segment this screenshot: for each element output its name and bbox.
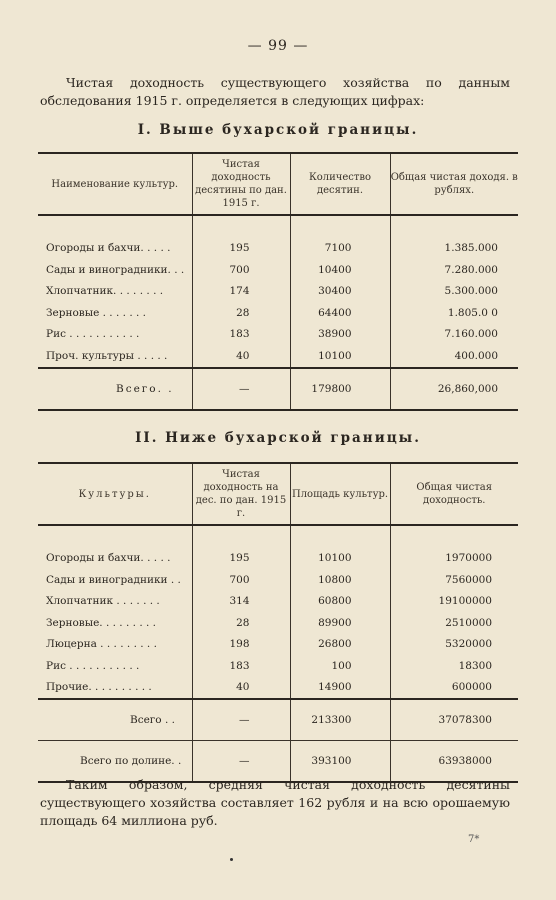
total-label: Всего. . — [38, 368, 192, 410]
section1-header-area: Количество десятин. — [290, 153, 390, 215]
total-value: 26,860,000 — [390, 368, 518, 410]
row-name: Рис . . . . . . . . . . . — [46, 659, 140, 672]
row-total: 18300 — [390, 655, 518, 677]
section2-title: II. Ниже бухарской границы. — [135, 430, 421, 446]
table-row — [38, 345, 518, 368]
row-area: 30400 — [290, 281, 390, 303]
row-area: 10100 — [290, 548, 390, 570]
row-name: Огороды и бахчи. . . . . — [46, 242, 171, 255]
row-area: 38900 — [290, 324, 390, 346]
row-name: Сады и виноградники . . — [46, 573, 181, 586]
total-income: — — [192, 699, 290, 741]
grand-area: 393100 — [290, 741, 390, 783]
row-total: 5.300.000 — [390, 281, 518, 303]
table-row — [38, 238, 518, 260]
row-income: 314 — [192, 591, 290, 613]
total-area: 213300 — [290, 699, 390, 741]
row-income: 28 — [192, 302, 290, 324]
row-total: 2510000 — [390, 612, 518, 634]
row-name: Проч. культуры . . . . . — [46, 349, 168, 362]
row-total: 7.160.000 — [390, 324, 518, 346]
table-row — [38, 677, 518, 700]
total-label: Всего . . — [38, 699, 192, 741]
row-total: 600000 — [390, 677, 518, 700]
row-income: 183 — [192, 324, 290, 346]
table-row — [38, 259, 518, 281]
signature-mark: 7* — [468, 834, 480, 845]
section1-title: I. Выше бухарской границы. — [137, 122, 419, 138]
row-income: 183 — [192, 655, 290, 677]
section1-header-income: Чистая доходность десятины по дан. 1915 г. — [192, 153, 290, 215]
table-row — [38, 281, 518, 303]
grand-label: Всего по долине. . — [38, 741, 192, 783]
page-number: — 99 — — [247, 38, 309, 54]
row-area: 10100 — [290, 345, 390, 368]
section2-header-name: Культуры. — [38, 463, 192, 525]
row-total: 1.385.000 — [390, 238, 518, 260]
section1-header-total: Общая чистая доходя. в рублях. — [390, 153, 518, 215]
row-income: 198 — [192, 634, 290, 656]
section1-header-name: Наименование культур. — [38, 153, 192, 215]
row-income: 40 — [192, 345, 290, 368]
row-area: 100 — [290, 655, 390, 677]
row-income: 195 — [192, 238, 290, 260]
row-income: 40 — [192, 677, 290, 700]
row-area: 89900 — [290, 612, 390, 634]
row-area: 10800 — [290, 569, 390, 591]
section2-total-row — [38, 699, 518, 741]
conclusion-paragraph: Таким образом, средняя чистая доходность десятины существующего хозяйства составляет 162 рубля и на всю орошаемую площадь 64 миллиона руб. — [40, 777, 510, 828]
row-name: Зерновые . . . . . . . — [46, 306, 147, 319]
row-income: 195 — [192, 548, 290, 570]
row-area: 26800 — [290, 634, 390, 656]
grand-value: 63938000 — [390, 741, 518, 783]
row-name: Зерновые. . . . . . . . . — [46, 616, 157, 629]
row-area: 64400 — [290, 302, 390, 324]
table-row — [38, 655, 518, 677]
row-name: Хлопчатник. . . . . . . . — [46, 285, 164, 298]
table-row — [38, 591, 518, 613]
intro-paragraph: Чистая доходность существующего хозяйства по данным обследования 1915 г. определяется в следующих цифрах: — [40, 75, 510, 108]
section1-table — [38, 152, 518, 411]
row-total: 1.805.0 0 — [390, 302, 518, 324]
row-name: Люцерна . . . . . . . . . — [46, 638, 157, 651]
row-income: 174 — [192, 281, 290, 303]
row-name: Хлопчатник . . . . . . . — [46, 595, 160, 608]
row-area: 7100 — [290, 238, 390, 260]
row-name: Огороды и бахчи. . . . . — [46, 552, 171, 565]
ink-dot — [230, 858, 233, 861]
section2-header-income: Чистая доходность на дес. по дан. 1915 г. — [192, 463, 290, 525]
table-row — [38, 634, 518, 656]
row-total: 1970000 — [390, 548, 518, 570]
table-row — [38, 612, 518, 634]
row-income: 700 — [192, 569, 290, 591]
table-row — [38, 569, 518, 591]
section2-table — [38, 462, 518, 783]
row-total: 19100000 — [390, 591, 518, 613]
row-total: 400.000 — [390, 345, 518, 368]
section1-header-row — [38, 153, 518, 215]
row-area: 10400 — [290, 259, 390, 281]
total-income: — — [192, 368, 290, 410]
section2-header-total: Общая чистая доходность. — [390, 463, 518, 525]
row-total: 7.280.000 — [390, 259, 518, 281]
grand-income: — — [192, 741, 290, 783]
section1-total-row — [38, 368, 518, 410]
row-income: 700 — [192, 259, 290, 281]
row-total: 5320000 — [390, 634, 518, 656]
row-area: 60800 — [290, 591, 390, 613]
total-area: 179800 — [290, 368, 390, 410]
row-name: Рис . . . . . . . . . . . — [46, 328, 140, 341]
table-row — [38, 324, 518, 346]
total-value: 37078300 — [390, 699, 518, 741]
row-name: Прочие. . . . . . . . . . — [46, 681, 152, 694]
table-row — [38, 548, 518, 570]
section2-header-row — [38, 463, 518, 525]
table-row — [38, 302, 518, 324]
row-area: 14900 — [290, 677, 390, 700]
row-name: Сады и виноградники. . . — [46, 263, 185, 276]
row-total: 7560000 — [390, 569, 518, 591]
section2-header-area: Площадь культур. — [290, 463, 390, 525]
row-income: 28 — [192, 612, 290, 634]
